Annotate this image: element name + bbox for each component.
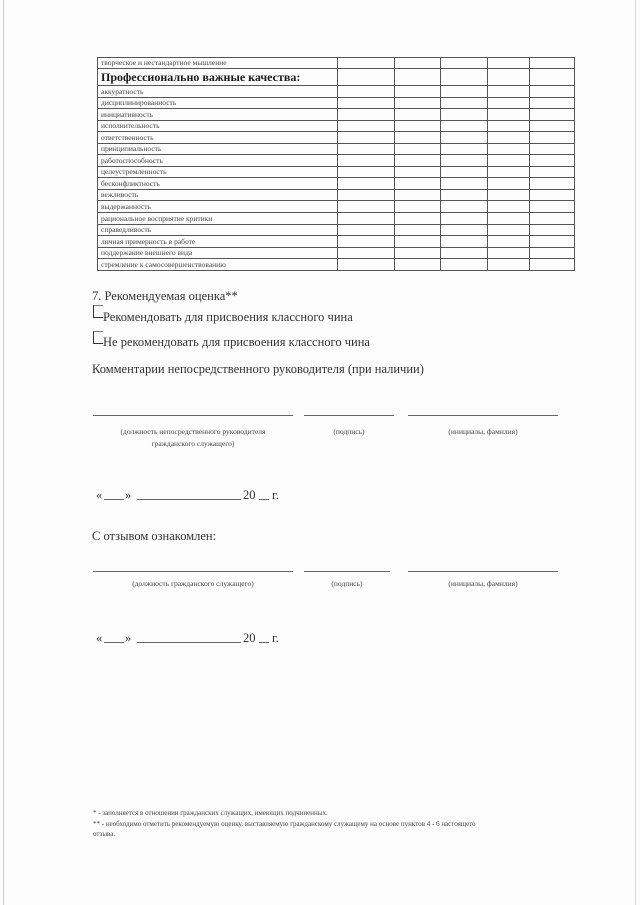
rating-cell[interactable] [338, 155, 395, 167]
rating-cell[interactable] [488, 166, 530, 178]
rating-cell[interactable] [441, 143, 488, 155]
scan-edge-left [3, 0, 4, 905]
position-line-1[interactable] [93, 415, 293, 416]
section-title: Профессионально важные качества: [98, 69, 338, 86]
table-row [98, 132, 575, 144]
table-row [98, 189, 575, 201]
name-caption-1: (инициалы, фамилия) [448, 427, 518, 436]
quality-label: целеустремленность [98, 166, 338, 178]
rating-cell[interactable] [338, 224, 395, 236]
rating-cell[interactable] [441, 236, 488, 248]
rating-cell[interactable] [395, 132, 441, 144]
section7-heading: 7. Рекомендуемая оценка** [92, 289, 238, 303]
rating-cell[interactable] [441, 155, 488, 167]
position-line-2[interactable] [93, 571, 293, 572]
rating-cell[interactable] [395, 259, 441, 271]
table-cell-label: творческое и нестандартное мышление [98, 58, 338, 69]
footnote-1: * - заполняется в отношении гражданских служащих, имеющих подчиненных. [93, 809, 328, 817]
rating-cell[interactable] [395, 178, 441, 190]
quality-label: стремление к самосовершенствованию [98, 259, 338, 271]
date-day-line-2[interactable] [104, 642, 124, 643]
rating-cell[interactable] [395, 97, 441, 109]
rating-cell[interactable] [441, 86, 488, 98]
rating-cell[interactable] [530, 178, 575, 190]
rating-cell[interactable] [395, 86, 441, 98]
table-row [98, 224, 575, 236]
signature-caption-2: (подпись) [331, 579, 363, 588]
comments-label: Комментарии непосредственного руководителя (при наличии) [92, 362, 424, 376]
table-row [98, 143, 575, 155]
date-year-line-2[interactable] [259, 642, 269, 643]
rating-cell[interactable] [338, 236, 395, 248]
rating-cell[interactable] [530, 143, 575, 155]
rating-cell[interactable] [395, 166, 441, 178]
qualities-table [97, 57, 575, 271]
rating-cell[interactable] [488, 259, 530, 271]
rating-cell[interactable] [338, 259, 395, 271]
date-year-line-1[interactable] [259, 499, 269, 500]
signature-line-2[interactable] [304, 571, 390, 572]
rating-cell[interactable] [530, 189, 575, 201]
rating-cell[interactable] [338, 120, 395, 132]
rating-cell[interactable] [530, 132, 575, 144]
rating-cell[interactable] [395, 201, 441, 213]
year-prefix-2: 20 [243, 631, 256, 645]
rating-cell[interactable] [338, 143, 395, 155]
rating-cell[interactable] [338, 247, 395, 259]
table-row [98, 247, 575, 259]
date-close-2: » [125, 631, 132, 645]
rating-cell[interactable] [338, 86, 395, 98]
rating-cell[interactable] [338, 213, 395, 225]
rating-cell[interactable] [441, 132, 488, 144]
quality-label: справедливость [98, 224, 338, 236]
rating-cell[interactable] [441, 247, 488, 259]
rating-cell[interactable] [338, 132, 395, 144]
rating-cell[interactable] [530, 213, 575, 225]
quality-label: поддержание внешнего вида [98, 247, 338, 259]
position-caption-2: (должность гражданского служащего) [132, 579, 254, 588]
rating-cell[interactable] [488, 132, 530, 144]
rating-cell[interactable] [530, 86, 575, 98]
rating-cell[interactable] [338, 201, 395, 213]
table-row [98, 178, 575, 190]
rating-cell[interactable] [488, 155, 530, 167]
table-row [98, 236, 575, 248]
quality-label: инициативность [98, 109, 338, 121]
quality-label: принципиальность [98, 143, 338, 155]
date-close-1: » [125, 488, 132, 502]
rating-cell[interactable] [338, 109, 395, 121]
date-open-2: « [96, 631, 103, 645]
rating-cell[interactable] [395, 224, 441, 236]
rating-cell[interactable] [530, 236, 575, 248]
table-section-header [98, 69, 575, 86]
option-not-recommend-label: Не рекомендовать для присвоения классного чина [103, 335, 370, 349]
quality-label: рациональное восприятие критики [98, 213, 338, 225]
table-row [98, 259, 575, 271]
date-open-1: « [96, 488, 103, 502]
quality-label: вежливость [98, 189, 338, 201]
rating-cell[interactable] [530, 97, 575, 109]
date-month-line-1[interactable] [137, 499, 241, 500]
quality-label: работоспособность [98, 155, 338, 167]
rating-cell[interactable] [441, 213, 488, 225]
rating-cell[interactable] [488, 86, 530, 98]
rating-cell[interactable] [441, 166, 488, 178]
rating-cell[interactable] [530, 166, 575, 178]
rating-cell[interactable] [395, 247, 441, 259]
date-day-line-1[interactable] [104, 499, 124, 500]
scan-edge-right [635, 0, 636, 905]
year-prefix-1: 20 [243, 488, 256, 502]
rating-cell[interactable] [395, 236, 441, 248]
rating-cell[interactable] [530, 201, 575, 213]
rating-cell[interactable] [530, 109, 575, 121]
name-caption-2: (инициалы, фамилия) [448, 579, 518, 588]
rating-cell[interactable] [441, 178, 488, 190]
table-row [98, 86, 575, 98]
rating-cell[interactable] [395, 120, 441, 132]
rating-cell[interactable] [488, 109, 530, 121]
year-suffix-2: г. [272, 631, 279, 645]
rating-cell[interactable] [488, 224, 530, 236]
rating-cell[interactable] [488, 213, 530, 225]
name-line-1[interactable] [408, 415, 558, 416]
quality-label: ответственность [98, 132, 338, 144]
table-row [98, 97, 575, 109]
table-row [98, 155, 575, 167]
checkbox-not-recommend[interactable] [93, 331, 103, 344]
rating-cell[interactable] [338, 189, 395, 201]
rating-cell[interactable] [395, 109, 441, 121]
rating-cell[interactable] [395, 189, 441, 201]
quality-label: личная примерность в работе [98, 236, 338, 248]
rating-cell[interactable] [441, 259, 488, 271]
table-row [98, 213, 575, 225]
footnote-2-line1: ** - необходимо отметить рекомендуемую оценку, выставляемую гражданскому служащему на основе пунктов 4 - 6 настоящего [93, 820, 476, 828]
rating-cell[interactable] [441, 224, 488, 236]
rating-cell[interactable] [441, 189, 488, 201]
quality-label: бесконфликтность [98, 178, 338, 190]
rating-cell[interactable] [530, 224, 575, 236]
quality-label: выдержанность [98, 201, 338, 213]
footnote-2-line2: отзыва. [93, 830, 116, 838]
rating-cell[interactable] [530, 120, 575, 132]
rating-cell[interactable] [488, 236, 530, 248]
date-month-line-2[interactable] [137, 642, 241, 643]
rating-cell[interactable] [441, 201, 488, 213]
rating-cell[interactable] [338, 166, 395, 178]
rating-cell[interactable] [441, 109, 488, 121]
table-row [98, 201, 575, 213]
rating-cell[interactable] [488, 178, 530, 190]
rating-cell[interactable] [441, 120, 488, 132]
table-row [98, 166, 575, 178]
rating-cell[interactable] [338, 178, 395, 190]
rating-cell[interactable] [395, 143, 441, 155]
rating-cell[interactable] [530, 155, 575, 167]
quality-label: дисциплинированность [98, 97, 338, 109]
review-label: С отзывом ознакомлен: [92, 529, 217, 543]
rating-cell[interactable] [395, 155, 441, 167]
option-recommend-label: Рекомендовать для присвоения классного чина [103, 310, 353, 324]
signature-line-1[interactable] [304, 415, 394, 416]
rating-cell[interactable] [488, 97, 530, 109]
year-suffix-1: г. [272, 488, 279, 502]
rating-cell[interactable] [441, 97, 488, 109]
position-caption-1b: гражданского служащего) [151, 439, 235, 448]
rating-cell[interactable] [338, 97, 395, 109]
signature-caption-1: (подпись) [333, 427, 365, 436]
table-row [98, 109, 575, 121]
rating-cell[interactable] [488, 120, 530, 132]
rating-cell[interactable] [530, 247, 575, 259]
rating-cell[interactable] [488, 189, 530, 201]
table-row-creative-thinking [98, 58, 575, 69]
rating-cell[interactable] [395, 213, 441, 225]
rating-cell[interactable] [488, 201, 530, 213]
position-caption-1a: (должность непосредственного руководителя [120, 427, 266, 436]
name-line-2[interactable] [408, 571, 558, 572]
rating-cell[interactable] [488, 143, 530, 155]
checkbox-recommend[interactable] [93, 305, 103, 318]
rating-cell[interactable] [530, 259, 575, 271]
quality-label: аккуратность [98, 86, 338, 98]
rating-cell[interactable] [488, 247, 530, 259]
table-row [98, 120, 575, 132]
quality-label: исполнительность [98, 120, 338, 132]
